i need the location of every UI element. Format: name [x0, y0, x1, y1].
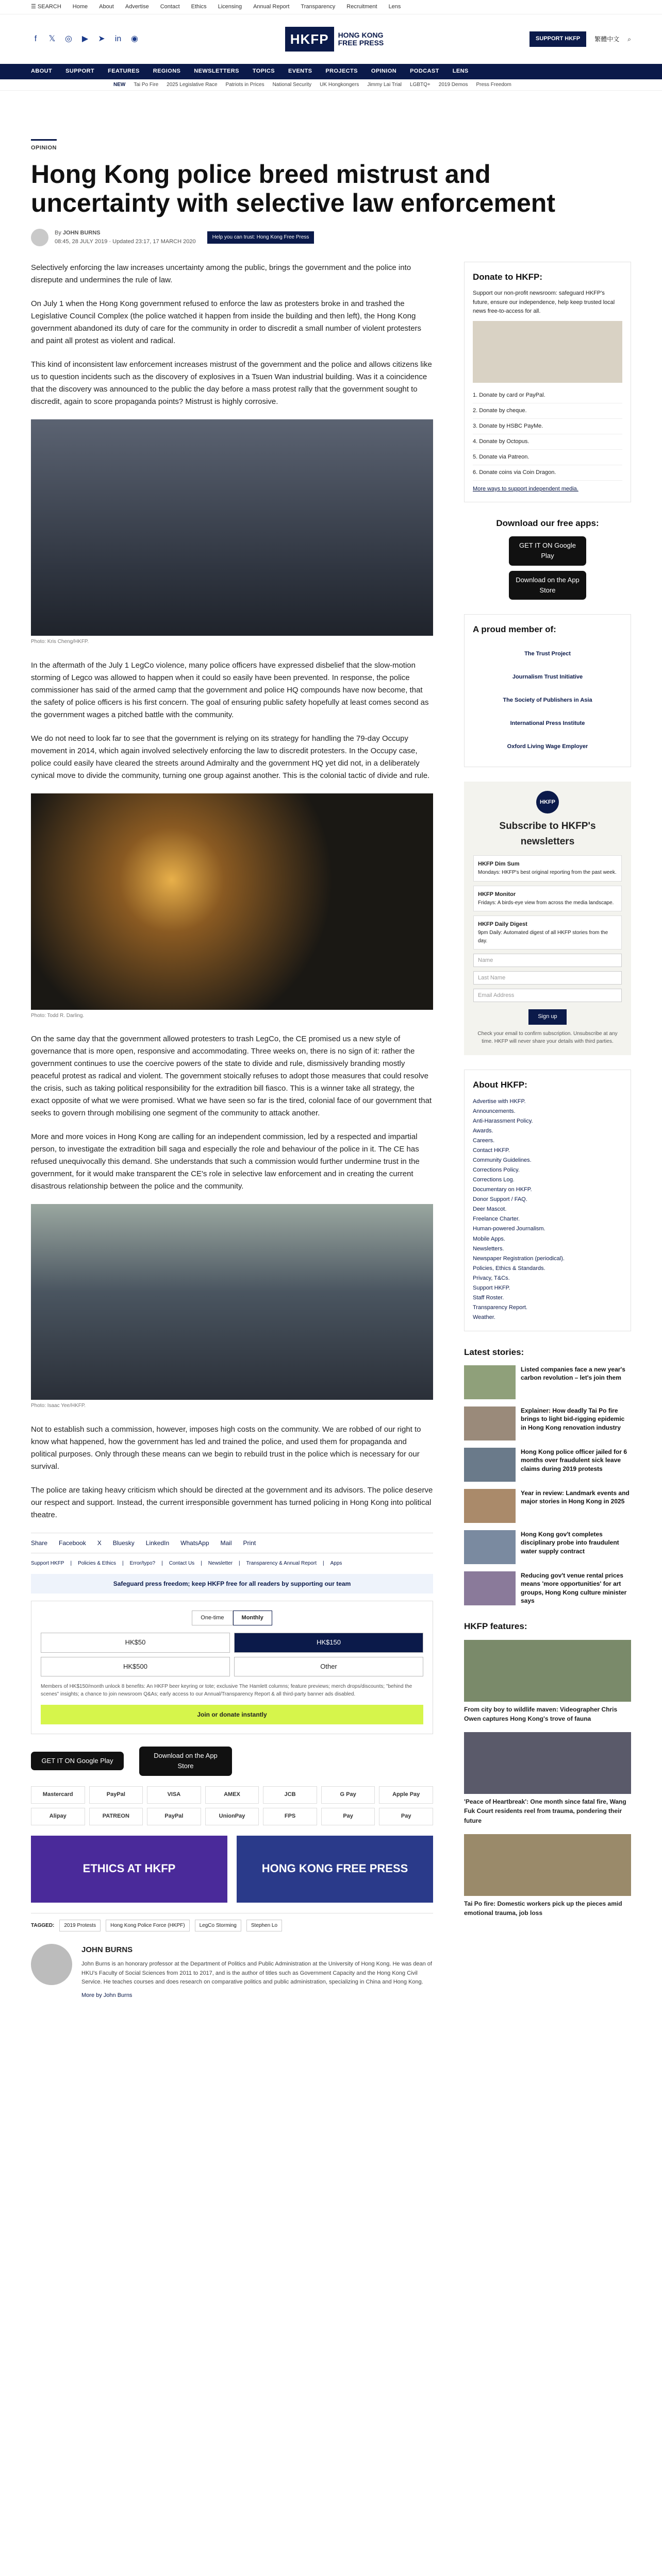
- member-of: [464, 614, 631, 768]
- tag[interactable]: 2019 Protests: [59, 1920, 101, 1932]
- nav-opinion[interactable]: OPINION: [371, 68, 397, 75]
- language-switch[interactable]: 繁體中文: [594, 35, 620, 43]
- amount-option[interactable]: HK$50: [41, 1633, 230, 1652]
- join-button[interactable]: Join or donate instantly: [41, 1705, 423, 1725]
- youtube-icon[interactable]: ▶: [81, 34, 89, 43]
- top-link-contact[interactable]: Contact: [160, 3, 180, 10]
- byline: By JOHN BURNS 08:45, 28 JULY 2019 · Updated 23:17, 17 MARCH 2020 Help you can trust: Hong Kong Free Press: [31, 229, 631, 246]
- newsletter-title: Subscribe to HKFP's newsletters: [499, 821, 596, 847]
- telegram-icon[interactable]: ➤: [98, 34, 105, 43]
- about-link[interactable]: Newsletters.: [473, 1245, 504, 1252]
- story-item[interactable]: Reducing gov't venue rental prices means 'more opportunities' for art groups, Hong Kong culture minister says: [464, 1571, 631, 1605]
- updated-date: Updated 23:17, 17 MARCH 2020: [112, 239, 196, 245]
- payment-logos: [31, 1786, 433, 1825]
- article-title: Hong Kong police breed mistrust and uncertainty with selective law enforcement: [31, 160, 555, 218]
- top-link-transparency[interactable]: Transparency: [301, 3, 336, 10]
- author-bio: [31, 1944, 433, 2005]
- patreon-icon: PATREON: [89, 1808, 143, 1825]
- story-thumb: [464, 1406, 516, 1440]
- apps-sidebar: [464, 517, 631, 600]
- sidebar: [464, 262, 631, 2005]
- app-store-badge[interactable]: Download on the App Store: [139, 1747, 232, 1775]
- logo-mark: HKFP: [285, 27, 334, 52]
- about-link[interactable]: Privacy, T&Cs.: [473, 1275, 510, 1281]
- social-icons: [31, 35, 139, 44]
- latest-stories: [464, 1346, 631, 1605]
- unionpay-icon: UnionPay: [205, 1808, 259, 1825]
- main-nav: [0, 64, 662, 79]
- bio-name[interactable]: JOHN BURNS: [81, 1945, 133, 1955]
- gpay-icon: G Pay: [321, 1786, 375, 1804]
- share-bluesky[interactable]: Bluesky: [112, 1539, 135, 1547]
- promo-hkfp[interactable]: HONG KONG FREE PRESS: [237, 1836, 433, 1903]
- top-link-lens[interactable]: Lens: [388, 3, 401, 10]
- rss-icon[interactable]: ◉: [131, 34, 138, 43]
- donate-note: Members of HK$150/month unlock 8 benefits: An HKFP beer keyring or tote; exclusive The Hamlett columns; feature previews; merch drops/discounts; "behind the scenes" insights; a chance to join newsroom Q&As; early access to our Annual/Transparency Report & all third-party banner ads disabled.: [41, 1683, 412, 1698]
- email-field[interactable]: Email Address: [473, 989, 622, 1002]
- app-store-badge[interactable]: Download on the App Store: [509, 571, 586, 600]
- footer-link[interactable]: Error/typo?: [129, 1561, 156, 1567]
- trending-item[interactable]: Press Freedom: [476, 81, 511, 88]
- promo-banners: [31, 1836, 433, 1903]
- footer-link[interactable]: Newsletter: [208, 1561, 233, 1567]
- linkedin-icon[interactable]: in: [114, 34, 122, 43]
- paragraph: Not to establish such a commission, however, imposes high costs on the community. We are robbed of our right to know what happened, how the government has led and trained the police, and used them for propaganda and political purposes. Only through these means can we begin to rebuild trust in the police which is necessary for our survival.: [31, 1425, 421, 1471]
- sidebar-heading: A proud member of:: [473, 624, 556, 634]
- story-thumb: [464, 1530, 516, 1564]
- footer-link[interactable]: Policies & Ethics: [78, 1561, 117, 1567]
- sidebar-heading: About HKFP:: [473, 1079, 527, 1090]
- top-link-ethics[interactable]: Ethics: [191, 3, 207, 10]
- pay-icon: Pay: [321, 1808, 375, 1825]
- site-logo[interactable]: [285, 27, 384, 52]
- trending-item[interactable]: Patriots in Prices: [225, 81, 264, 88]
- donate-more-link[interactable]: More ways to support independent media.: [473, 485, 578, 492]
- share-label: Share: [31, 1539, 48, 1547]
- jcb-icon: JCB: [263, 1786, 317, 1804]
- applepay-icon: Apple Pay: [379, 1786, 433, 1804]
- about-link[interactable]: Careers.: [473, 1138, 495, 1144]
- member-logo[interactable]: The Society of Publishers in Asia: [503, 697, 592, 704]
- story-item[interactable]: Hong Kong gov't completes disciplinary probe into fraudulent water supply contract: [464, 1530, 631, 1564]
- amount-option[interactable]: Other: [234, 1657, 423, 1676]
- x-icon[interactable]: 𝕏: [48, 34, 56, 43]
- amount-option[interactable]: HK$500: [41, 1657, 230, 1676]
- promo-ethics[interactable]: ETHICS AT HKFP: [31, 1836, 227, 1903]
- photo-caption: Photo: Kris Cheng/HKFP.: [31, 639, 89, 645]
- paragraph: The police are taking heavy criticism which should be directed at the government and its advisors. The police deserve our respect and support. Instead, the current irresponsible government has turned policing in Hong Kong into political theatre.: [31, 1485, 433, 1519]
- support-button[interactable]: SUPPORT HKFP: [529, 31, 586, 46]
- about-link[interactable]: Anti-Harassment Policy.: [473, 1117, 533, 1124]
- story-item[interactable]: Listed companies face a new year's carbon revolution – let's join them: [464, 1365, 631, 1399]
- share-x[interactable]: X: [97, 1539, 102, 1547]
- paragraph: On the same day that the government allowed protesters to trash LegCo, the CE promised us a new style of governance that is more open, responsive and accommodating. Three weeks on, there is no sign of it: rather the government continues to use the coercive powers of the state to divide and rule, dismissively branding mostly peaceful protest as radical and violent. The government stoically refuses to adopt those measures that could resolve the crisis, such as taking political responsibility for the extradition bill fiasco. This is a winner take all strategy, the exact opposite of what we were promised. What we have seen so far is the tired, colonial face of our government that seeks to govern through mobilising one segment of the community to attack another.: [31, 1035, 432, 1118]
- trending-item[interactable]: Jimmy Lai Trial: [367, 81, 402, 88]
- trending-item[interactable]: 2025 Legislative Race: [167, 81, 218, 88]
- paypal-icon: PayPal: [89, 1786, 143, 1804]
- about-link[interactable]: Human-powered Journalism.: [473, 1226, 545, 1232]
- newsletter-option[interactable]: HKFP Dim Sum Mondays: HKFP's best original reporting from the past week.: [473, 855, 622, 882]
- feature-image: [464, 1834, 631, 1896]
- feature-item[interactable]: Tai Po fire: Domestic workers pick up the pieces amid emotional trauma, job loss: [464, 1834, 631, 1918]
- donate-intro: Support our non-profit newsroom: safeguard HKFP's future, ensure our independence, help keep trusted local news free-to-access for all.: [473, 290, 615, 314]
- donate-option[interactable]: 2. Donate by cheque.: [473, 403, 622, 419]
- member-logo[interactable]: Oxford Living Wage Employer: [507, 743, 588, 750]
- donate-option[interactable]: 6. Donate coins via Coin Dragon.: [473, 465, 622, 481]
- google-play-badge[interactable]: GET IT ON Google Play: [31, 1752, 124, 1770]
- about-link[interactable]: Transparency Report.: [473, 1304, 527, 1311]
- nav-regions[interactable]: REGIONS: [153, 68, 181, 75]
- top-link-home[interactable]: Home: [72, 3, 88, 10]
- member-logo[interactable]: The Trust Project: [524, 651, 571, 657]
- paragraph: In the aftermath of the July 1 LegCo violence, many police officers have expressed disbelief that the slow-motion storming of Legco was allowed to happen when it could so easily have been prevented. In response, the police commissioner has said of the armed camp that the government and police HQ compounds have now become, that the safety of police officers is his first concern. The goal of ensuring public safety hopefully at least comes second as the government wages a pitched battle with the community.: [31, 660, 429, 719]
- feature-image: [464, 1640, 631, 1702]
- fps-icon: FPS: [263, 1808, 317, 1825]
- article-photo: [31, 793, 433, 1010]
- pay-icon: Pay: [379, 1808, 433, 1825]
- about-link[interactable]: Announcements.: [473, 1108, 516, 1114]
- bio-text: John Burns is an honorary professor at the Department of Politics and Public Administration at the University of Hong Kong. He was dean of HKU's Faculty of Social Sciences from 2011 to 2017, and is the author of titles such as Government Capacity and the Hong Kong Civil Service. He teaches courses and does research on comparative politics and public administration, specializing in China and Hong Kong.: [81, 1961, 432, 1986]
- feature-item[interactable]: 'Peace of Heartbreak': One month since fatal fire, Wang Fuk Court residents reel from trauma, pondering their future: [464, 1732, 631, 1826]
- share-mail[interactable]: Mail: [220, 1539, 232, 1547]
- mastercard-icon: Mastercard: [31, 1786, 85, 1804]
- freq-monthly[interactable]: Monthly: [233, 1611, 272, 1625]
- share-whatsapp[interactable]: WhatsApp: [180, 1539, 209, 1547]
- facebook-icon[interactable]: f: [34, 34, 37, 43]
- photo-caption: Photo: Todd R. Darling.: [31, 1012, 85, 1019]
- member-logo[interactable]: Journalism Trust Initiative: [512, 674, 583, 681]
- google-play-badge[interactable]: GET IT ON Google Play: [509, 536, 586, 565]
- author-photo: [31, 1944, 72, 1985]
- about-hkfp: [464, 1070, 631, 1331]
- paragraph: More and more voices in Hong Kong are calling for an independent commission, led by a respected and impartial person, to investigate the extradition bill saga and especially the role and behaviour of the police in it. The CE has refused unequivocally this demand. She understands that such a commission would further undermine trust in the government, for it would make transparent the CE's role in selective law enforcement and in creating the current disastrous relationship between the police and the community.: [31, 1132, 420, 1191]
- top-link-recruitment[interactable]: Recruitment: [346, 3, 377, 10]
- feature-image: [464, 1732, 631, 1794]
- share-linkedin[interactable]: LinkedIn: [145, 1539, 170, 1547]
- top-strip: [0, 0, 662, 14]
- member-logo[interactable]: International Press Institute: [510, 720, 585, 727]
- alipay-icon: Alipay: [31, 1808, 85, 1825]
- about-link[interactable]: Staff Roster.: [473, 1294, 504, 1301]
- article-photo: [31, 1204, 433, 1400]
- trending-bar: [0, 79, 662, 91]
- sidebar-heading: Latest stories:: [464, 1347, 524, 1357]
- app-badges: [31, 1747, 433, 1775]
- nav-about[interactable]: ABOUT: [31, 68, 53, 75]
- donate-widget: [31, 1601, 433, 1734]
- instagram-icon[interactable]: ◎: [65, 34, 72, 43]
- about-link[interactable]: Advertise with HKFP.: [473, 1098, 526, 1105]
- trending-item[interactable]: 2019 Demos: [438, 81, 468, 88]
- story-item[interactable]: Year in review: Landmark events and major stories in Hong Kong in 2025: [464, 1489, 631, 1523]
- about-link[interactable]: Contact HKFP.: [473, 1147, 510, 1154]
- sidebar-heading: HKFP features:: [464, 1621, 527, 1632]
- story-thumb: [464, 1571, 516, 1605]
- newsletter-logo: HKFP: [536, 791, 559, 814]
- tag[interactable]: Stephen Lo: [246, 1920, 282, 1932]
- story-thumb: [464, 1489, 516, 1523]
- nav-features[interactable]: FEATURES: [108, 68, 140, 75]
- about-link[interactable]: Freelance Charter.: [473, 1216, 520, 1223]
- search-link[interactable]: ☰ SEARCH: [31, 3, 61, 10]
- story-thumb: [464, 1365, 516, 1399]
- about-link[interactable]: Deer Mascot.: [473, 1206, 507, 1213]
- donate-image: [473, 321, 622, 383]
- trending-item[interactable]: Tai Po Fire: [134, 81, 159, 88]
- about-link[interactable]: Documentary on HKFP.: [473, 1187, 532, 1193]
- nav-newsletters[interactable]: NEWSLETTERS: [194, 68, 239, 75]
- nav-lens[interactable]: LENS: [452, 68, 469, 75]
- last-name-field[interactable]: Last Name: [473, 971, 622, 985]
- footer-link[interactable]: Apps: [330, 1561, 342, 1567]
- footer-link[interactable]: Support HKFP: [31, 1561, 64, 1567]
- share-bar: [31, 1533, 433, 1554]
- paragraph: On July 1 when the Hong Kong government refused to enforce the law as protesters broke in and trashed the Legislative Council Complex (the police watched it happen from inside the building and then left), the Hong Kong government abandoned its duty of care for the community in order to discredit a small number of violent protesters and paint all protest as violent and radical.: [31, 299, 422, 346]
- top-link-licensing[interactable]: Licensing: [218, 3, 242, 10]
- top-link-advertise[interactable]: Advertise: [125, 3, 149, 10]
- about-link[interactable]: Corrections Log.: [473, 1177, 515, 1183]
- share-facebook[interactable]: Facebook: [59, 1539, 86, 1547]
- story-thumb: [464, 1448, 516, 1482]
- donate-option[interactable]: 3. Donate by HSBC PayMe.: [473, 419, 622, 434]
- donate-sidebar: [464, 262, 631, 502]
- footer-links: Support HKFP | Policies & Ethics | Error/typo? | Contact Us | Newsletter | Transparency & Annual Report | Apps: [31, 1560, 433, 1568]
- about-link[interactable]: Corrections Policy.: [473, 1167, 520, 1174]
- tag[interactable]: LegCo Storming: [195, 1920, 241, 1932]
- amex-icon: AMEX: [205, 1786, 259, 1804]
- masthead: [0, 14, 662, 64]
- visa-icon: VISA: [147, 1786, 201, 1804]
- tag[interactable]: Hong Kong Police Force (HKPF): [106, 1920, 190, 1932]
- logo-wordmark: HONG KONG FREE PRESS: [338, 30, 384, 47]
- nav-podcast[interactable]: PODCAST: [410, 68, 439, 75]
- share-print[interactable]: Print: [243, 1539, 256, 1547]
- about-link[interactable]: Awards.: [473, 1127, 493, 1134]
- newsletter-option[interactable]: HKFP Monitor Fridays: A birds-eye view from across the media landscape.: [473, 886, 622, 912]
- nav-support[interactable]: SUPPORT: [65, 68, 95, 75]
- article-photo: [31, 419, 433, 636]
- tags-row: [31, 1913, 433, 1932]
- newsletter-note: Check your email to confirm subscription. Unsubscribe at any time. HKFP will never share your details with third parties.: [477, 1030, 618, 1044]
- feature-item[interactable]: From city boy to wildlife maven: Videographer Chris Owen captures Hong Kong's trove of fauna: [464, 1640, 631, 1724]
- safeguard-banner[interactable]: Safeguard press freedom; keep HKFP free for all readers by supporting our team: [31, 1574, 433, 1594]
- article-body: [31, 262, 433, 2005]
- footer-link[interactable]: Contact Us: [169, 1561, 195, 1567]
- more-by-link[interactable]: More by John Burns: [81, 1992, 133, 1999]
- freq-one-time[interactable]: One-time: [192, 1611, 233, 1625]
- story-item[interactable]: Hong Kong police officer jailed for 6 months over fraudulent sick leave claims during 2019 protests: [464, 1448, 631, 1482]
- article-wrapper: [31, 139, 631, 2005]
- trending-label: NEW: [113, 81, 126, 88]
- nav-topics[interactable]: TOPICS: [252, 68, 275, 75]
- hkfp-features: [464, 1620, 631, 1918]
- about-link[interactable]: Community Guidelines.: [473, 1157, 532, 1164]
- trending-item[interactable]: UK Hongkongers: [320, 81, 359, 88]
- footer-link[interactable]: Transparency & Annual Report: [246, 1561, 317, 1567]
- about-link[interactable]: Weather.: [473, 1314, 495, 1320]
- about-link[interactable]: Mobile Apps.: [473, 1235, 505, 1242]
- donate-option[interactable]: 4. Donate by Octopus.: [473, 434, 622, 450]
- section-label[interactable]: OPINION: [31, 139, 57, 152]
- search-icon[interactable]: ⌕: [627, 35, 631, 43]
- about-link[interactable]: Donor Support / FAQ.: [473, 1196, 527, 1203]
- author-name[interactable]: JOHN BURNS: [62, 230, 101, 236]
- nav-projects[interactable]: PROJECTS: [325, 68, 358, 75]
- trending-item[interactable]: LGBTQ+: [410, 81, 431, 88]
- tip-button[interactable]: Help you can trust: Hong Kong Free Press: [207, 231, 315, 244]
- about-link[interactable]: Support HKFP.: [473, 1284, 510, 1291]
- author-avatar: [31, 229, 48, 246]
- signup-button[interactable]: Sign up: [528, 1009, 566, 1024]
- paragraph: This kind of inconsistent law enforcement increases mistrust of the government and the police and allows citizens like us to question incidents such as the discovery of explosives in a Tsuen Wan industrial building. Was it a coincidence that the discovery was announced to the public the day before a mass protest rally that the government sought to discredit, again to score propaganda points? Mistrust is highly corrosive.: [31, 360, 432, 406]
- nav-events[interactable]: EVENTS: [288, 68, 312, 75]
- tags-label: TAGGED:: [31, 1922, 55, 1928]
- paypal-icon: PayPal: [147, 1808, 201, 1825]
- donate-option[interactable]: 1. Donate by card or PayPal.: [473, 388, 622, 403]
- photo-caption: Photo: Isaac Yee/HKFP.: [31, 1403, 86, 1409]
- donate-option[interactable]: 5. Donate via Patreon.: [473, 450, 622, 465]
- trending-item[interactable]: National Security: [272, 81, 312, 88]
- amount-option[interactable]: HK$150: [234, 1633, 423, 1652]
- newsletter-option[interactable]: HKFP Daily Digest 9pm Daily: Automated digest of all HKFP stories from the day.: [473, 916, 622, 950]
- sidebar-heading: Download our free apps:: [496, 518, 599, 528]
- story-item[interactable]: Explainer: How deadly Tai Po fire brings to light bid-rigging epidemic in Hong Kong renovation industry: [464, 1406, 631, 1440]
- top-link-annual-report[interactable]: Annual Report: [253, 3, 290, 10]
- standfirst: Selectively enforcing the law increases uncertainty among the public, brings the government and the police into disrepute and undermines the rule of law.: [31, 263, 411, 285]
- newsletter-signup: [464, 782, 631, 1055]
- about-link[interactable]: Policies, Ethics & Standards.: [473, 1265, 545, 1272]
- sidebar-heading: Donate to HKFP:: [473, 272, 543, 282]
- about-link[interactable]: Newspaper Registration (periodical).: [473, 1255, 565, 1262]
- name-field[interactable]: Name: [473, 954, 622, 967]
- paragraph: We do not need to look far to see that the government is relying on its strategy for handling the 79-day Occupy movement in 2014, which again involved selectively enforcing the law to discredit protesters. In the Occupy case, police could easily have cleared the streets around Admiralty and the government HQ yet did not, in a deliberately cynical move to divide the community, turning one group against another. This is the colonial tactic of divide and rule.: [31, 734, 430, 780]
- publish-date: 08:45, 28 JULY 2019: [55, 239, 108, 245]
- top-link-about[interactable]: About: [99, 3, 114, 10]
